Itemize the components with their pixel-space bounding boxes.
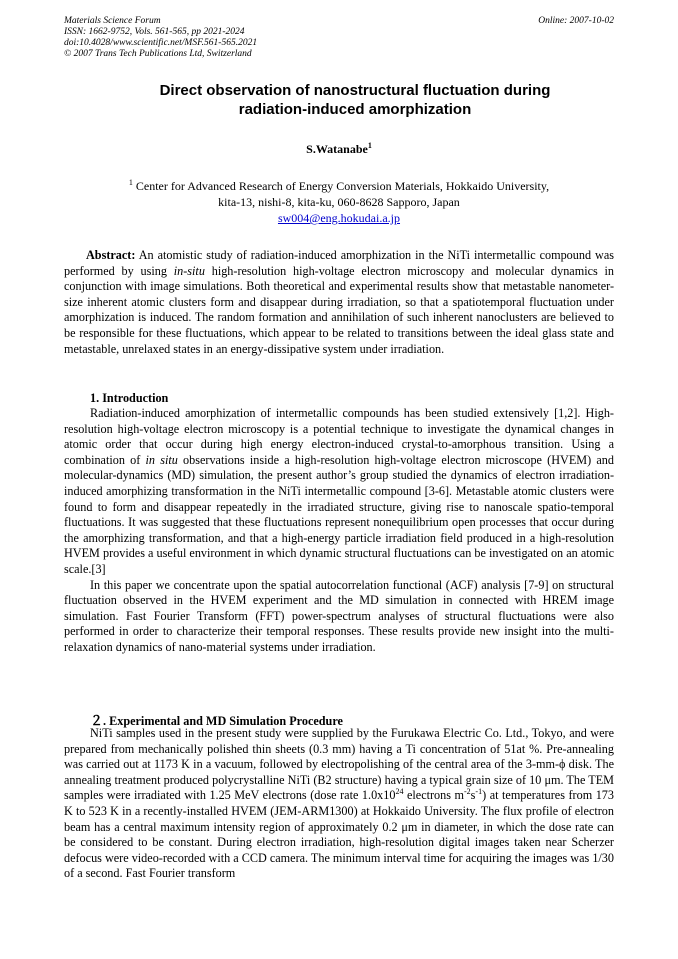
section-2-heading: ２. Experimental and MD Simulation Procedure <box>90 714 343 729</box>
abstract: Abstract: An atomistic study of radiation-induced amorphization in the NiTi intermetallic compound was performed by using in-situ high-resolution high-voltage electron microscopy and molecular dynamics in conjunction with image simulations. Both theoretical and experimental results show that metastable nanometer-size inherent atomic clusters form and disappear during irradiation, so that a spatiotemporal fluctuation under amorphization is induced. The random formation and annihilation of such inherent nanoclusters are believed to be responsible for these fluctuations, which appear to be related to transitions between the ideal glass state and metastable, unrelaxed states in an energy-dissipative system under irradiation. <box>64 248 615 356</box>
author-sup: 1 <box>367 141 372 150</box>
section-2-body <box>64 726 614 882</box>
journal-header <box>64 16 614 60</box>
title-line-2: radiation-induced amorphization <box>238 101 472 118</box>
online-date: Online: 2007-10-02 <box>538 16 614 26</box>
section-1-body <box>64 406 614 656</box>
copyright-line: © 2007 Trans Tech Publications Ltd, Switzerland <box>64 49 252 59</box>
author <box>64 142 614 157</box>
affiliation-line-1: $^1$ Center for Advanced Research of Energy Conversion Materials, Hokkaido University, <box>128 178 550 193</box>
paragraph: Radiation-induced amorphization of intermetallic compounds has been studied extensively [1,2]. High-resolution high-voltage electron microscopy is a potential technique to investigate the dynamical changes in atomic order that occur during high energy electron-induced crystal-to-amorphous transition. Using a combination of in situ observations inside a high-resolution high-voltage electron microscope (HVEM) and molecular-dynamics (MD) simulation, the present author’s group studied the dynamics of electron irradiation-induced amorphizing transformation in the NiTi intermetallic compound [3-6]. Metastable atomic clusters were found to form and disappear repeatedly in the irradiated structure, giving rise to nanoscale spatio-temporal fluctuations. It was suggested that these fluctuations represent nonequilibrium open processes that occur during the amorphizing transformation, and that a high-energy particle irradiation field produced in a high-resolution HVEM provides a useful environment in which dynamic structural fluctuations can be investigated on an atomic scale.[3] <box>64 406 614 576</box>
email-link[interactable]: sw004@eng.hokudai.a.jp <box>277 211 401 225</box>
paragraph: In this paper we concentrate upon the spatial autocorrelation functional (ACF) analysis [7-9] on structural fluctuation observed in the HVEM experiment and the MD simulation in connected with HREM image simulation. Fast Fourier Transform (FFT) power-spectrum analyses of structural fluctuations were also performed in order to characterize their temporal responses. These results provide new insight into the multi-relaxation dynamics of nano-material systems under irradiation. <box>64 577 614 654</box>
issn-line: ISSN: 1662-9752, Vols. 561-565, pp 2021-2024 <box>64 27 245 37</box>
title-line-1: Direct observation of nanostructural fluctuation during <box>159 82 551 99</box>
author-name: S.Watanabe <box>306 142 368 156</box>
abstract-label: Abstract: <box>86 248 136 262</box>
paragraph: NiTi samples used in the present study were supplied by the Furukawa Electric Co. Ltd., Tokyo, and were prepared from mechanically polished thin sheets (0.3 mm) having a Ti concentration of 51at %. Pre-annealing was carried out at 1173 K in a vacuum, followed by electropolishing of the central area of the 3-mm-ϕ disk. The annealing treatment produced polycrystalline NiTi (B2 structure) having a typical grain size of 10 μm. The TEM samples were irradiated with 1.25 MeV electrons (dose rate $1.0x10^{24}$ electrons $m^{-2}s^{-1}$) at temperatures from 173 K to 523 K in a recently-installed HVEM (JEM-ARM1300) at Hokkaido University. The flux profile of electron beam has a central maximum intensity region of approximately 0.2 μm in diameter, in which the dose rate can be considered to be constant. During electron irradiation, high-resolution digital images taken near Scherzer defocus were video-recorded with a CCD camera. The minimum interval time for acquiring the images was 1/30 of a second. Fast Fourier transform <box>64 726 614 881</box>
affiliation-sup: 1 <box>128 178 133 187</box>
section-1-heading: 1. Introduction <box>90 391 169 405</box>
paper-title <box>64 81 646 119</box>
affiliation-line-2: kita-13, nishi-8, kita-ku, 060-8628 Sapporo, Japan <box>218 195 460 209</box>
affiliation <box>64 178 614 226</box>
journal-name: Materials Science Forum <box>64 16 161 26</box>
doi-line: doi:10.4028/www.scientific.net/MSF.561-565.2021 <box>64 38 258 48</box>
